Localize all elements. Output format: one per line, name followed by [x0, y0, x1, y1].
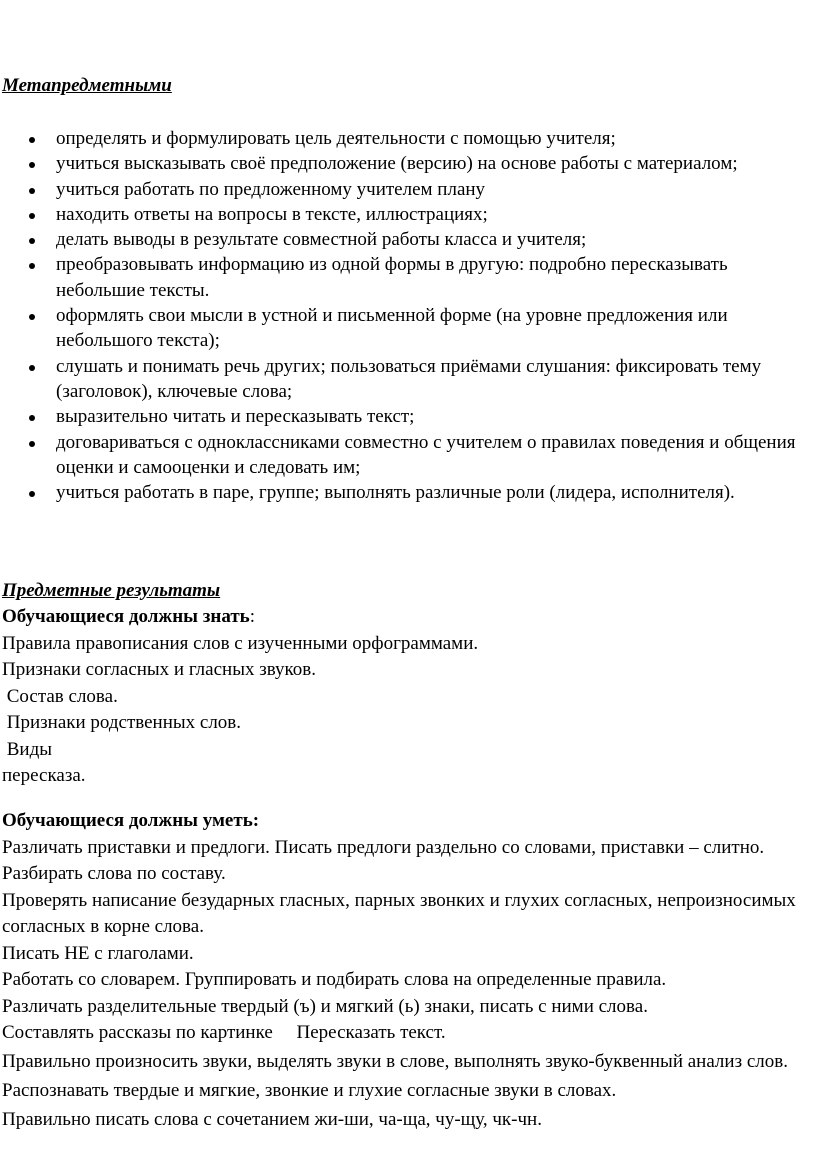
know-item: Правила правописания слов с изученными орфограммами.	[2, 632, 479, 654]
know-item: Виды	[2, 738, 53, 760]
list-item: учиться работать по предложенному учителем плану	[0, 177, 810, 202]
skills-section	[2, 808, 814, 1134]
list-item: преобразовывать информацию из одной формы в другую: подробно пересказывать небольшие тексты.	[0, 252, 810, 303]
bullet-icon	[29, 213, 35, 219]
skills-heading: Обучающиеся должны уметь:	[2, 810, 260, 831]
skill-item: Разбирать слова по составу.	[2, 863, 226, 884]
skill-item: Правильно писать слова с сочетанием жи-ши, ча-ща, чу-щу, чк-чн.	[2, 1108, 542, 1130]
bullet-icon	[29, 238, 35, 244]
subject-results-heading: Предметные результаты	[2, 580, 221, 601]
skill-item: Работать со словарем. Группировать и подбирать слова на определенные правила.	[2, 969, 667, 990]
list-item: учиться высказывать своё предположение (версию) на основе работы с материалом;	[0, 151, 810, 176]
skill-item: Проверять написание безударных гласных, парных звонких и глухих согласных, непроизносимых согласных в корне слова.	[2, 889, 796, 937]
list-item: оформлять свои мысли в устной и письменной форме (на уровне предложения или небольшого текста);	[0, 303, 810, 354]
list-item: определять и формулировать цель деятельности с помощью учителя;	[0, 126, 810, 151]
know-item: пересказа.	[2, 765, 86, 786]
list-item: выразительно читать и пересказывать текст;	[0, 404, 810, 429]
skill-item: Различать приставки и предлоги. Писать предлоги раздельно со словами, приставки – слитно.	[2, 836, 765, 858]
list-item: слушать и понимать речь других; пользоваться приёмами слушания: фиксировать тему (заголовок), ключевые слова;	[0, 354, 810, 405]
know-item: Признаки родственных слов.	[2, 712, 242, 733]
list-item: делать выводы в результате совместной работы класса и учителя;	[0, 227, 810, 252]
skill-item: Составлять рассказы по картинке Пересказать текст.	[2, 1022, 446, 1043]
bullet-icon	[29, 137, 35, 143]
know-heading-line	[2, 604, 814, 631]
bullet-icon	[29, 188, 35, 194]
bullet-icon	[29, 263, 35, 269]
list-item: учиться работать в паре, группе; выполнять различные роли (лидера, исполнителя).	[0, 480, 810, 505]
bullet-icon	[29, 162, 35, 168]
know-heading: Обучающиеся должны знать	[2, 606, 250, 627]
know-item: Признаки согласных и гласных звуков.	[2, 659, 317, 680]
skill-item: Различать разделительные твердый (ъ) и мягкий (ь) знаки, писать с ними слова.	[2, 995, 648, 1017]
bullet-icon	[29, 491, 35, 497]
bullet-icon	[29, 415, 35, 421]
list-item: находить ответы на вопросы в тексте, иллюстрациях;	[0, 202, 810, 227]
bullet-icon	[29, 441, 35, 447]
skill-item: Правильно произносить звуки, выделять звуки в слове, выполнять звуко-буквенный анализ слов.	[2, 1050, 788, 1072]
skill-item: Распознавать твердые и мягкие, звонкие и глухие согласные звуки в словах.	[2, 1079, 617, 1101]
metasubject-heading: Метапредметными	[2, 75, 172, 96]
know-item: Состав слова.	[2, 685, 118, 707]
subject-results-section	[2, 578, 814, 790]
bullet-icon	[29, 365, 35, 371]
metasubject-list	[0, 126, 810, 505]
bullet-icon	[29, 314, 35, 320]
skill-item: Писать НЕ с глаголами.	[2, 942, 194, 964]
know-heading-colon: :	[249, 606, 255, 627]
list-item: договариваться с одноклассниками совместно с учителем о правилах поведения и общения оценки и самооценки и следовать им;	[0, 430, 810, 481]
